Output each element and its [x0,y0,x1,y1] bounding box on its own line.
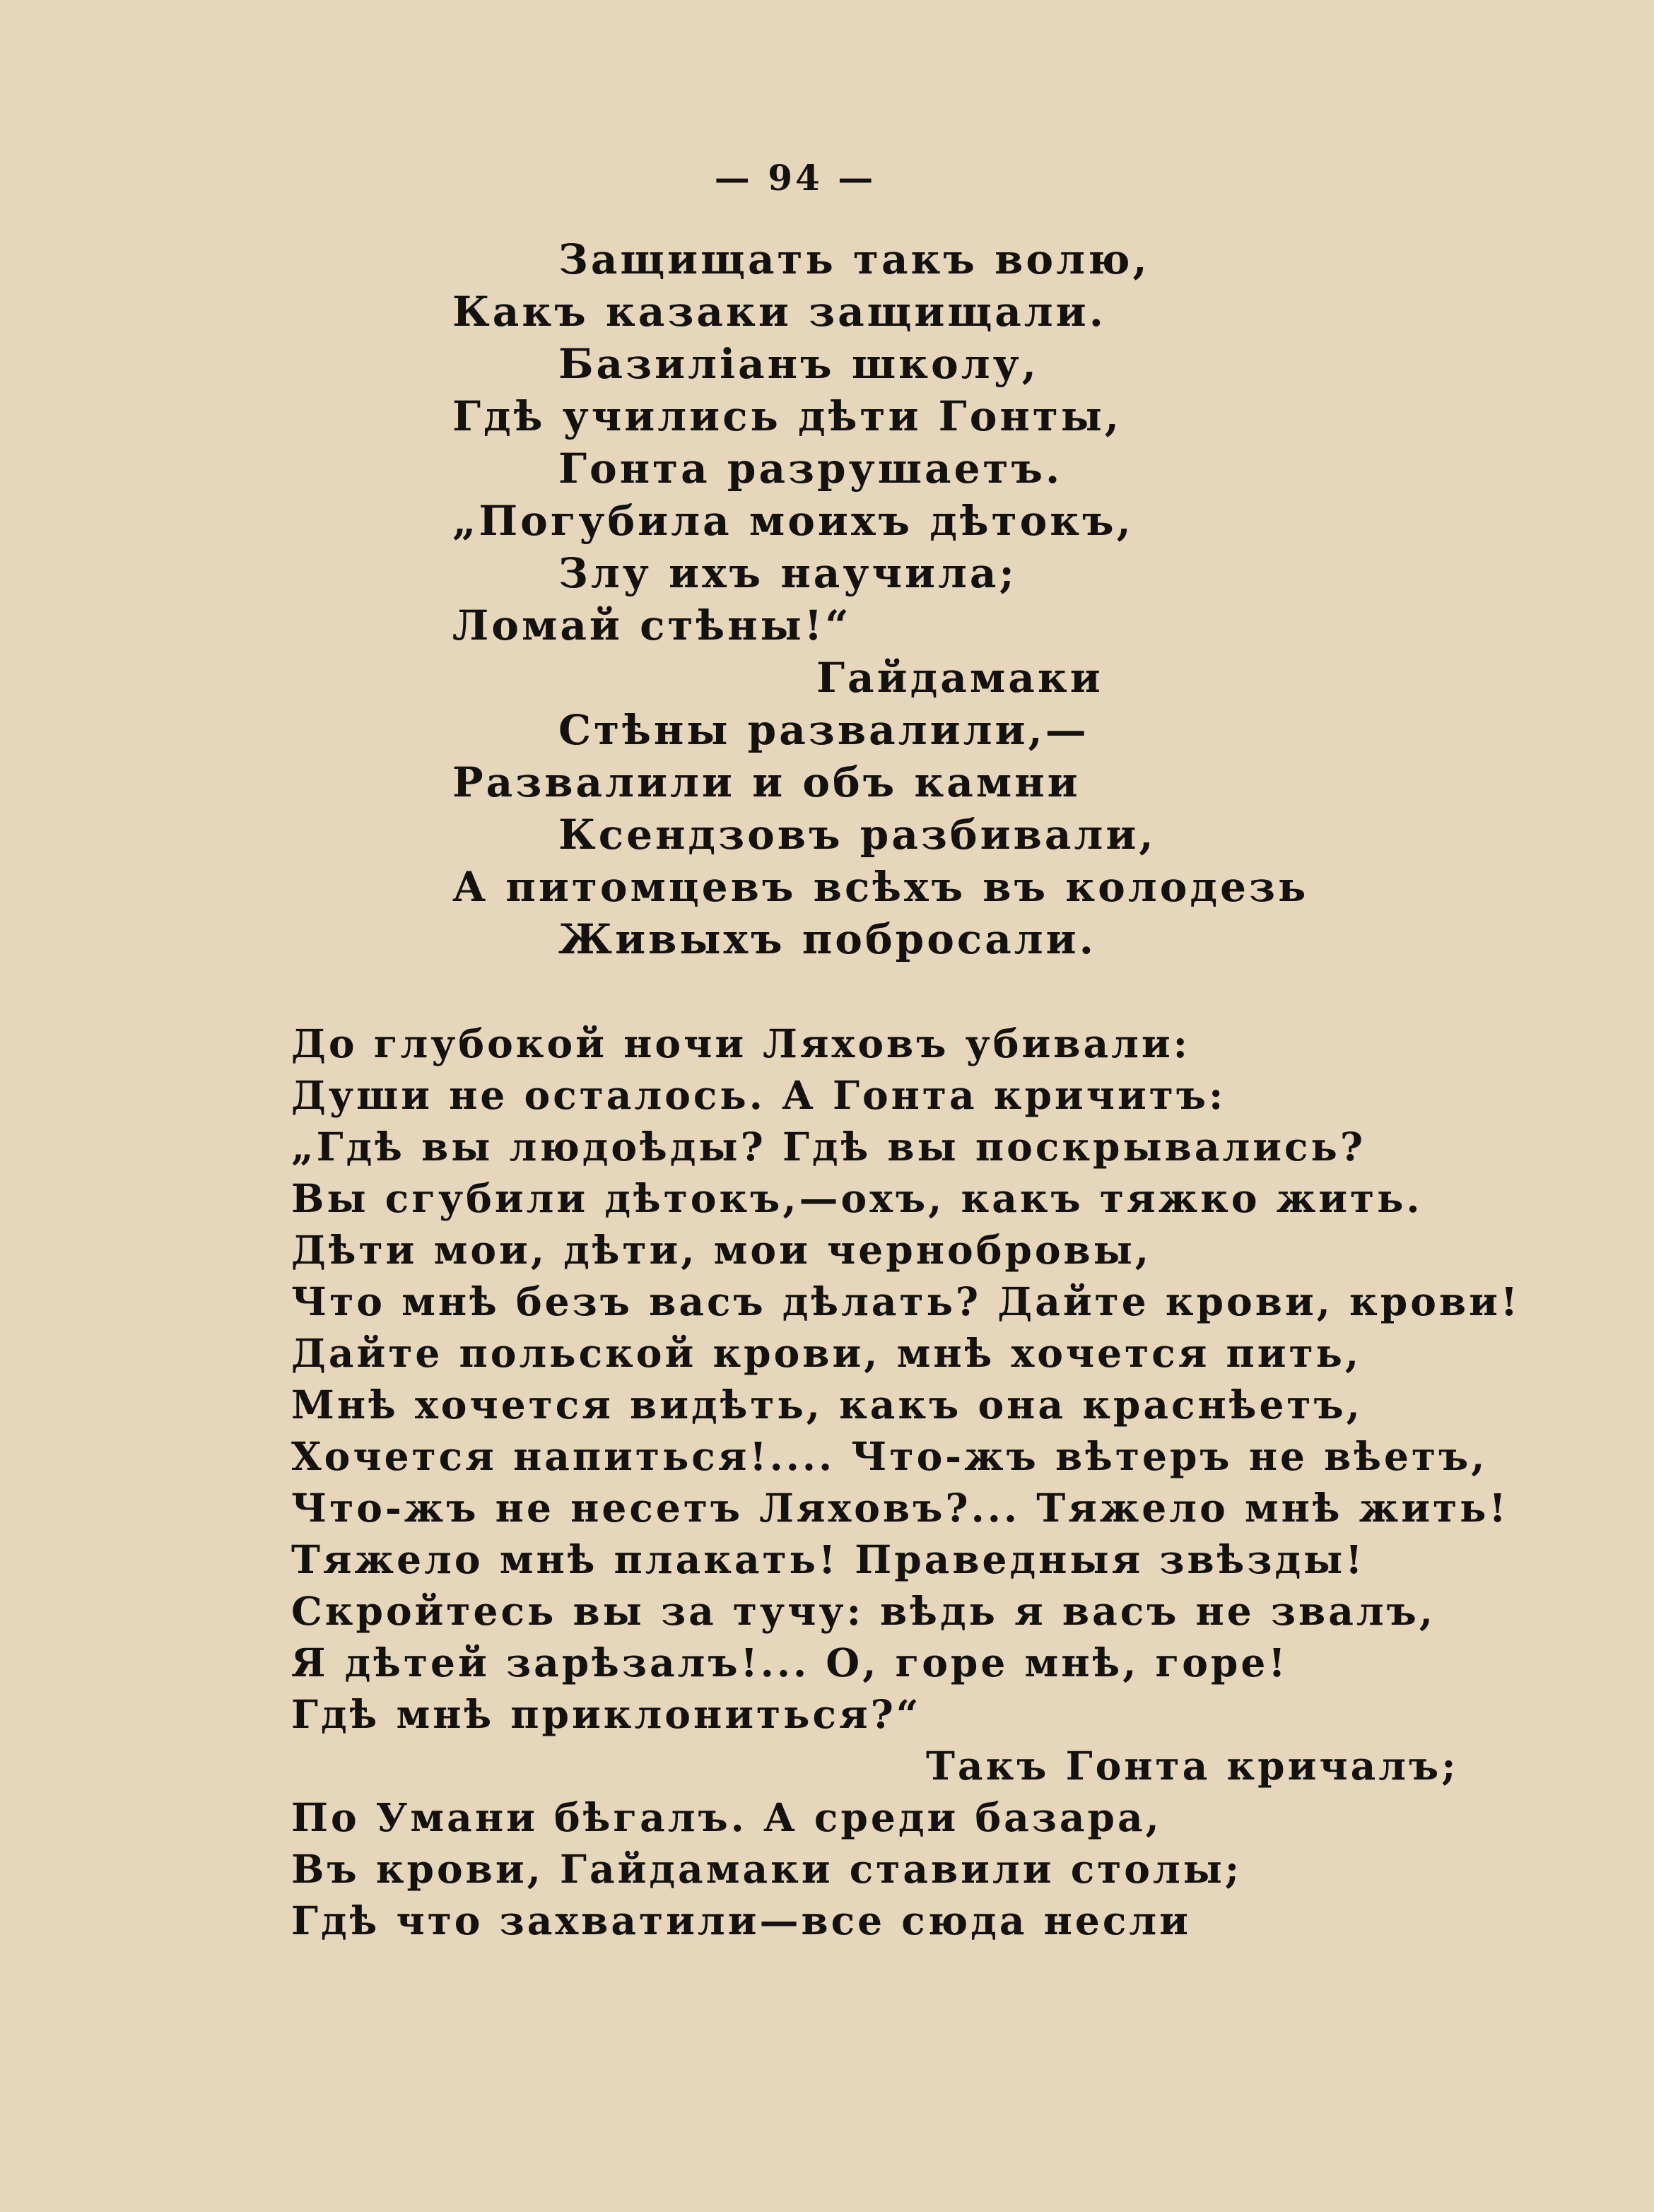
prose-line: Дайте польской крови, мнѣ хочется пить, [291,1330,1362,1376]
prose-block [0,1018,1654,1946]
prose-line: Тяжело мнѣ плакать! Праведныя звѣзды! [291,1536,1366,1582]
prose-line: Дѣти мои, дѣти, мои чернобровы, [291,1227,1152,1273]
prose-line: Скройтесь вы за тучу: вѣдь я васъ не звалъ, [291,1588,1436,1634]
verse-stanza [0,233,1654,965]
prose-line: Гдѣ что захватили—все сюда несли [291,1898,1191,1943]
prose-line: Въ крови, Гайдамаки ставили столы; [291,1846,1243,1892]
verse-line: Ксендзовъ разбивали, [558,811,1156,859]
verse-line: Ломай стѣны!“ [452,601,852,649]
verse-line: Гдѣ учились дѣти Гонты, [452,392,1122,440]
prose-line: Вы сгубили дѣтокъ,—охъ, какъ тяжко жить. [291,1175,1423,1221]
verse-line: Гайдамаки [816,654,1103,702]
verse-line: Базиліанъ школу, [558,340,1039,388]
verse-line: А питомцевъ всѣхъ въ колодезь [452,863,1309,911]
verse-line: „Погубила моихъ дѣтокъ, [452,497,1134,545]
verse-line: Развалили и объ камни [452,758,1081,806]
prose-line: Я дѣтей зарѣзалъ!... О, горе мнѣ, горе! [291,1640,1289,1686]
prose-line: Что мнѣ безъ васъ дѣлать? Дайте крови, крови! [291,1278,1521,1324]
prose-line: Мнѣ хочется видѣть, какъ она краснѣетъ, [291,1382,1363,1428]
verse-line: Злу ихъ научила; [558,549,1017,597]
verse-line: Гонта разрушаетъ. [558,445,1063,493]
prose-line: По Умани бѣгалъ. А среди базара, [291,1794,1162,1840]
prose-line: До глубокой ночи Ляховъ убивали: [291,1020,1190,1066]
verse-line: Какъ казаки защищали. [452,288,1106,336]
prose-line: Гдѣ мнѣ приклониться?“ [291,1691,922,1737]
prose-line-right: Такъ Гонта кричалъ; [926,1743,1459,1789]
page-number: — 94 — [714,157,876,199]
prose-line: Что-жъ не несетъ Ляховъ?... Тяжело мнѣ жить! [291,1485,1509,1531]
verse-line: Стѣны развалили,— [558,706,1089,754]
prose-line: Хочется напиться!.... Что-жъ вѣтеръ не вѣетъ, [291,1433,1488,1479]
verse-line: Защищать такъ волю, [558,235,1150,283]
verse-line: Живыхъ побросали. [558,915,1096,963]
prose-line: „Гдѣ вы людоѣды? Гдѣ вы поскрывались? [291,1124,1366,1170]
prose-line: Души не осталось. А Гонта кричитъ: [291,1072,1226,1118]
